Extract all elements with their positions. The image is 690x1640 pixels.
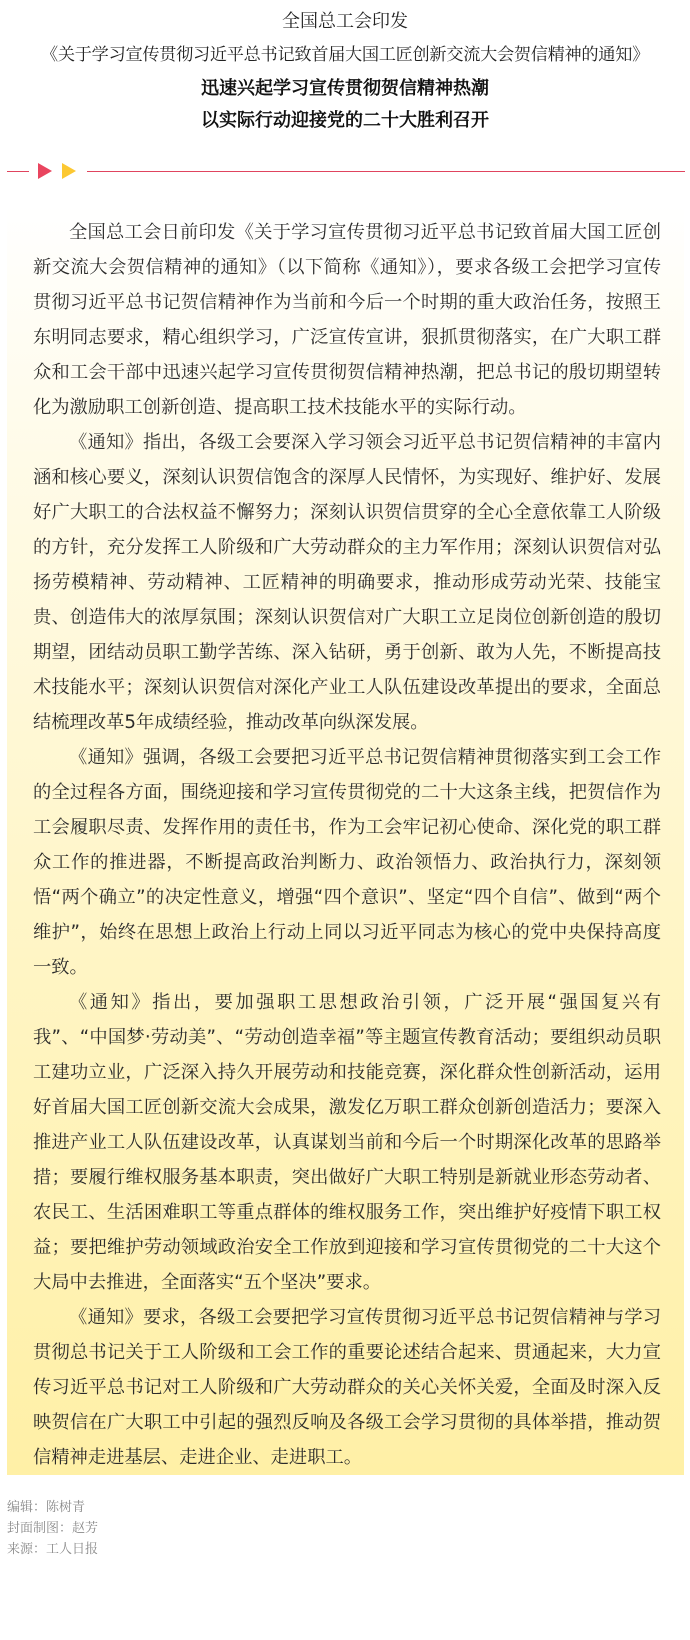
- article-credits: [7, 1497, 98, 1560]
- header-notice-title: 《关于学习宣传贯彻习近平总书记致首届大国工匠创新交流大会贺信精神的通知》: [41, 45, 649, 65]
- credit-editor: 编辑：陈树青: [7, 1500, 86, 1515]
- divider-line-right: [87, 171, 685, 172]
- divider-line-left: [7, 171, 29, 172]
- triangle-yellow-icon: [62, 163, 76, 179]
- credit-source: 来源：工人日报: [7, 1542, 99, 1557]
- paragraph: 全国总工会日前印发《关于学习宣传贯彻习近平总书记致首届大国工匠创新交流大会贺信精神的通知》（以下简称《通知》），要求各级工会把学习宣传贯彻习近平总书记贺信精神作为当前和今后一个时期的重大政治任务，按照王东明同志要求，精心组织学习，广泛宣传宣讲，狠抓贯彻落实，在广大职工群众和工会干部中迅速兴起学习宣传贯彻贺信精神热潮，把总书记的殷切期望转化为激励职工创新创造、提高职工技术技能水平的实际行动。: [33, 222, 661, 418]
- header-issuer: 全国总工会印发: [282, 11, 408, 32]
- triangle-red-icon: [38, 163, 52, 179]
- headline-sub: 以实际行动迎接党的二十大胜利召开: [201, 110, 489, 131]
- paragraph: 《通知》强调，各级工会要把习近平总书记贺信精神贯彻落实到工会工作的全过程各方面，围绕迎接和学习宣传贯彻党的二十大这条主线，把贺信作为工会履职尽责、发挥作用的责任书，作为工会牢记初心使命、深化党的职工群众工作的推进器，不断提高政治判断力、政治领悟力、政治执行力，深刻领悟“两个确立”的决定性意义，增强“四个意识”、坚定“四个自信”、做到“两个维护”，始终在思想上政治上行动上同以习近平同志为核心的党中央保持高度一致。: [33, 747, 661, 978]
- headline-main: 迅速兴起学习宣传贯彻贺信精神热潮: [201, 78, 489, 99]
- article-body: [33, 215, 661, 1475]
- paragraph: 《通知》要求，各级工会要把学习宣传贯彻习近平总书记贺信精神与学习贯彻总书记关于工人阶级和工会工作的重要论述结合起来、贯通起来，大力宣传习近平总书记对工人阶级和广大劳动群众的关心关怀关爱，全面及时深入反映贺信在广大职工中引起的强烈反响及各级工会学习贯彻的具体举措，推动贺信精神走进基层、走进企业、走进职工。: [33, 1307, 661, 1468]
- section-divider: [0, 160, 690, 184]
- paragraph: 《通知》指出，各级工会要深入学习领会习近平总书记贺信精神的丰富内涵和核心要义，深刻认识贺信饱含的深厚人民情怀，为实现好、维护好、发展好广大职工的合法权益不懈努力；深刻认识贺信贯穿的全心全意依靠工人阶级的方针，充分发挥工人阶级和广大劳动群众的主力军作用；深刻认识贺信对弘扬劳模精神、劳动精神、工匠精神的明确要求，推动形成劳动光荣、技能宝贵、创造伟大的浓厚氛围；深刻认识贺信对广大职工立足岗位创新创造的殷切期望，团结动员职工勤学苦练、深入钻研，勇于创新、敢为人先，不断提高技术技能水平；深刻认识贺信对深化产业工人队伍建设改革提出的要求，全面总结梳理改革5年成绩经验，推动改革向纵深发展。: [33, 432, 661, 733]
- paragraph: 《通知》指出，要加强职工思想政治引领，广泛开展“强国复兴有我”、“中国梦·劳动美”、“劳动创造幸福”等主题宣传教育活动；要组织动员职工建功立业，广泛深入持久开展劳动和技能竞赛，深化群众性创新活动，运用好首届大国工匠创新交流大会成果，激发亿万职工群众创新创造活力；要深入推进产业工人队伍建设改革，认真谋划当前和今后一个时期深化改革的思路举措；要履行维权服务基本职责，突出做好广大职工特别是新就业形态劳动者、农民工、生活困难职工等重点群体的维权服务工作，突出维护好疫情下职工权益；要把维护劳动领域政治安全工作放到迎接和学习宣传贯彻党的二十大这个大局中去推进，全面落实“五个坚决”要求。: [33, 992, 661, 1293]
- credit-cover: 封面制图：赵芳: [7, 1521, 99, 1536]
